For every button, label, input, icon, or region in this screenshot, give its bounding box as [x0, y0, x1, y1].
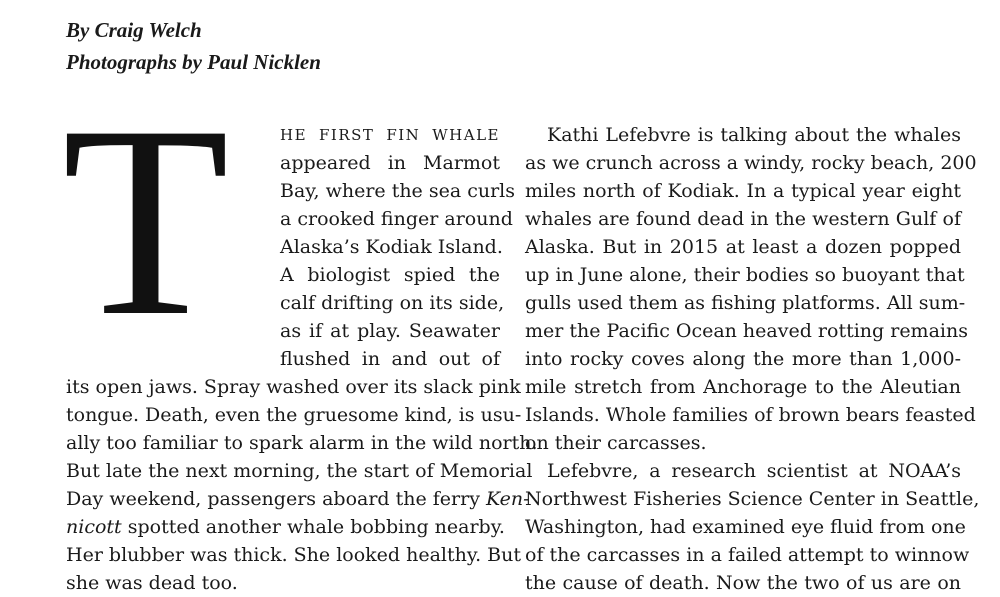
article-line: its open jaws. Spray washed over its slack pink [66, 376, 521, 398]
article-line: flushed in and out of [280, 348, 500, 370]
article-line: on their carcasses. [525, 432, 707, 454]
article-line: Lefebvre, a research scientist at NOAA’s [547, 460, 961, 482]
article-line: Northwest Fisheries Science Center in Seattle, [525, 488, 980, 510]
article-line: the cause of death. Now the two of us are on [525, 572, 961, 594]
article-line: calf drifting on its side, [280, 292, 505, 314]
article-line: mer the Pacific Ocean heaved rotting remains [525, 320, 968, 342]
article-line: But late the next morning, the start of Memorial [66, 460, 533, 482]
article-column-left [66, 121, 538, 597]
article-line: Alaska’s Kodiak Island. [280, 236, 503, 258]
ferry-name: Ken- [486, 488, 530, 510]
article-line: HE FIRST FIN WHALE [280, 126, 500, 144]
article-line: as we crunch across a windy, rocky beach, 200 [525, 152, 977, 174]
article-line: Day weekend, passengers aboard the ferry Ken- [66, 488, 530, 510]
article-line: nicott spotted another whale bobbing nearby. [66, 516, 505, 538]
article-line: tongue. Death, even the gruesome kind, is usu- [66, 404, 522, 426]
article-line: Islands. Whole families of brown bears feasted [525, 404, 976, 426]
article-line: she was dead too. [66, 572, 238, 594]
article-line: Bay, where the sea curls [280, 180, 515, 202]
article-column-right [525, 121, 980, 597]
article-line: Her blubber was thick. She looked healthy. But [66, 544, 521, 566]
drop-cap: T [62, 70, 230, 373]
article-line: Kathi Lefebvre is talking about the whales [547, 124, 961, 146]
article-line: as if at play. Seawater [280, 320, 500, 342]
article-line: a crooked finger around [280, 208, 513, 230]
article-line: into rocky coves along the more than 1,000- [525, 348, 961, 370]
ferry-name: nicott [66, 516, 122, 538]
article-line: whales are found dead in the western Gulf of [525, 208, 961, 230]
article-line: Alaska. But in 2015 at least a dozen popped [525, 236, 961, 258]
article-line: ally too familiar to spark alarm in the wild north. [66, 432, 538, 454]
article-line: gulls used them as fishing platforms. All sum- [525, 292, 966, 314]
article-line: appeared in Marmot [280, 152, 500, 174]
byline-photographer: Photographs by Paul Nicklen [66, 50, 321, 74]
article-line: mile stretch from Anchorage to the Aleutian [525, 376, 961, 398]
article-line: up in June alone, their bodies so buoyant that [525, 264, 965, 286]
article-line: A biologist spied the [280, 264, 500, 286]
article-line: of the carcasses in a failed attempt to winnow [525, 544, 970, 566]
article-line: Washington, had examined eye fluid from one [525, 516, 966, 538]
article-line: miles north of Kodiak. In a typical year eight [525, 180, 961, 202]
byline-author: By Craig Welch [66, 18, 202, 42]
